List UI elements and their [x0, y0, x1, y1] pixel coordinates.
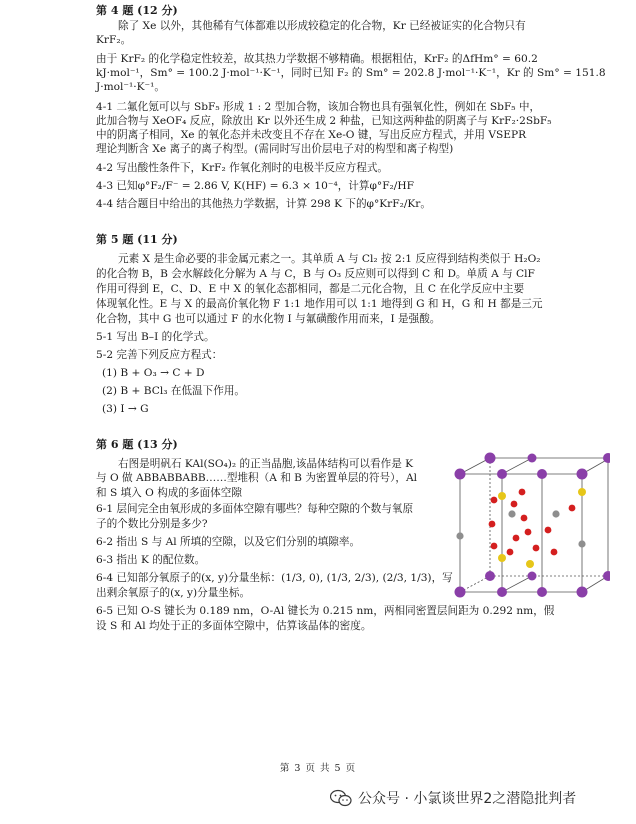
- q6-4-line: 6-4 已知部分氧原子的(x, y)分量坐标：(1/3, 0), (1/3, 2/3), (2/3, 1/3)，写: [96, 572, 453, 584]
- watermark-text: 公众号 · 小氯谈世界2之潜隐批判者: [358, 791, 577, 807]
- q4-1-line: 中的阴离子相同，Xe 的氧化态并未改变且不存在 Xe-O 键，写出反应方程式，并用 VSEPR: [96, 129, 527, 141]
- q6-heading: 第 6 题 (13 分): [96, 438, 178, 451]
- q4-text-line: J·mol⁻¹·K⁻¹。: [96, 81, 165, 93]
- q5-text-line: 元素 X 是生命必要的非金属元素之一。其单质 A 与 Cl₂ 按 2:1 反应得到结构类似于 H₂O₂: [118, 253, 541, 265]
- q6-3-line: 6-3 指出 K 的配位数。: [96, 554, 206, 566]
- q5-text-line: 作用可得到 E，C、D、E 中 X 的氧化态都相同，都是二元化合物，且 C 在化学反应中主要: [96, 283, 525, 295]
- q6-text-line: 与 O 做 ABBABBABB……型堆积（A 和 B 为密置单层的符号），Al: [96, 472, 418, 484]
- q5-2-line: 5-2 完善下列反应方程式：: [96, 349, 223, 361]
- q4-4-line: 4-4 结合题目中给出的其他热力学数据，计算 298 K 下的φ°KrF₂/Kr。: [96, 198, 431, 210]
- q4-text-line: kJ·mol⁻¹，Sm° = 100.2 J·mol⁻¹·K⁻¹，同时已知 F₂ 的 Sm° = 202.8 J·mol⁻¹·K⁻¹，Kr 的 Sm° = 151.8: [96, 67, 606, 79]
- q6-text-line: 右图是明矾石 KAl(SO₄)₂ 的正当晶胞,该晶体结构可以看作是 K: [118, 458, 414, 470]
- al-atoms: [456, 510, 585, 547]
- q6-1-line: 6-1 层间完全由氧形成的多面体空隙有哪些？每种空隙的个数与氧原: [96, 503, 414, 515]
- q6-text-line: 和 S 填入 O 构成的多面体空隙: [96, 487, 242, 499]
- q4-3-line: 4-3 已知φ°F₂/F⁻ = 2.86 V, K(HF) = 6.3 × 10⁻⁴，计算φ°F₂/HF: [96, 180, 414, 192]
- q5-2-eq-2: (2) B + BCl₃ 在低温下作用。: [102, 385, 246, 397]
- page-footer: 第 3 页 共 5 页: [279, 763, 357, 774]
- q5-heading: 第 5 题 (11 分): [96, 233, 178, 246]
- q4-1-line: 4-1 二氟化氪可以与 SbF₅ 形成 1 : 2 型加合物，该加合物也具有强氧化性，例如在 SbF₅ 中，: [96, 101, 541, 113]
- q4-heading: 第 4 题 (12 分): [96, 4, 178, 17]
- q5-text-line: 化合物，其中 G 也可以通过 F 的水化物 I 与氟磺酸作用而来，I 是强酸。: [96, 313, 441, 325]
- q5-2-eq-3: (3) I → G: [102, 403, 149, 415]
- q6-5-line: 设 S 和 Al 均处于正的多面体空隙中，估算该晶体的密度。: [96, 620, 372, 632]
- q4-text-line: KrF₂。: [96, 34, 132, 46]
- q5-text-line: 体现氧化性。E 与 X 的最高价氧化物 F 1:1 地作用可以 1:1 地得到 G 和 H，G 和 H 都是三元: [96, 298, 543, 310]
- q6-5-line: 6-5 已知 O-S 键长为 0.189 nm，O-Al 键长为 0.215 nm，两相同密置层间距为 0.292 nm，假: [96, 605, 555, 617]
- q5-1-line: 5-1 写出 B–I 的化学式。: [96, 331, 215, 343]
- q6-4-line: 出剩余氧原子的(x, y)分量坐标。: [96, 587, 251, 599]
- q4-text-line: 除了 Xe 以外，其他稀有气体都难以形成较稳定的化合物，Kr 已经被证实的化合物只有: [118, 20, 526, 32]
- q4-text-line: 由于 KrF₂ 的化学稳定性较差，故其热力学数据不够精确。根据粗估，KrF₂ 的ΔfHm° = 60.2: [96, 53, 538, 65]
- q4-1-line: 此加合物与 XeOF₄ 反应，除放出 Kr 以外还生成 2 种盐，已知这两种盐的阴离子与 KrF₂·2SbF₅: [96, 115, 552, 127]
- q4-2-line: 4-2 写出酸性条件下，KrF₂ 作氧化剂时的电极半反应方程式。: [96, 162, 389, 174]
- q4-1-line: 理论判断含 Xe 离子的离子构型。(需同时写出价层电子对的构型和离子构型): [96, 143, 454, 155]
- crystal-cell-figure: [432, 452, 610, 600]
- q6-1-line: 子的个数比分别是多少?: [96, 518, 208, 530]
- watermark: [330, 788, 576, 808]
- q6-2-line: 6-2 指出 S 与 Al 所填的空隙，以及它们分别的填隙率。: [96, 536, 361, 548]
- q5-2-eq-1: (1) B + O₃ → C + D: [102, 367, 205, 379]
- q5-text-line: 的化合物 B，B 会水解歧化分解为 A 与 C，B 与 O₃ 反应则可以得到 C 和 D。单质 A 与 ClF: [96, 268, 535, 280]
- wechat-icon: [330, 789, 352, 807]
